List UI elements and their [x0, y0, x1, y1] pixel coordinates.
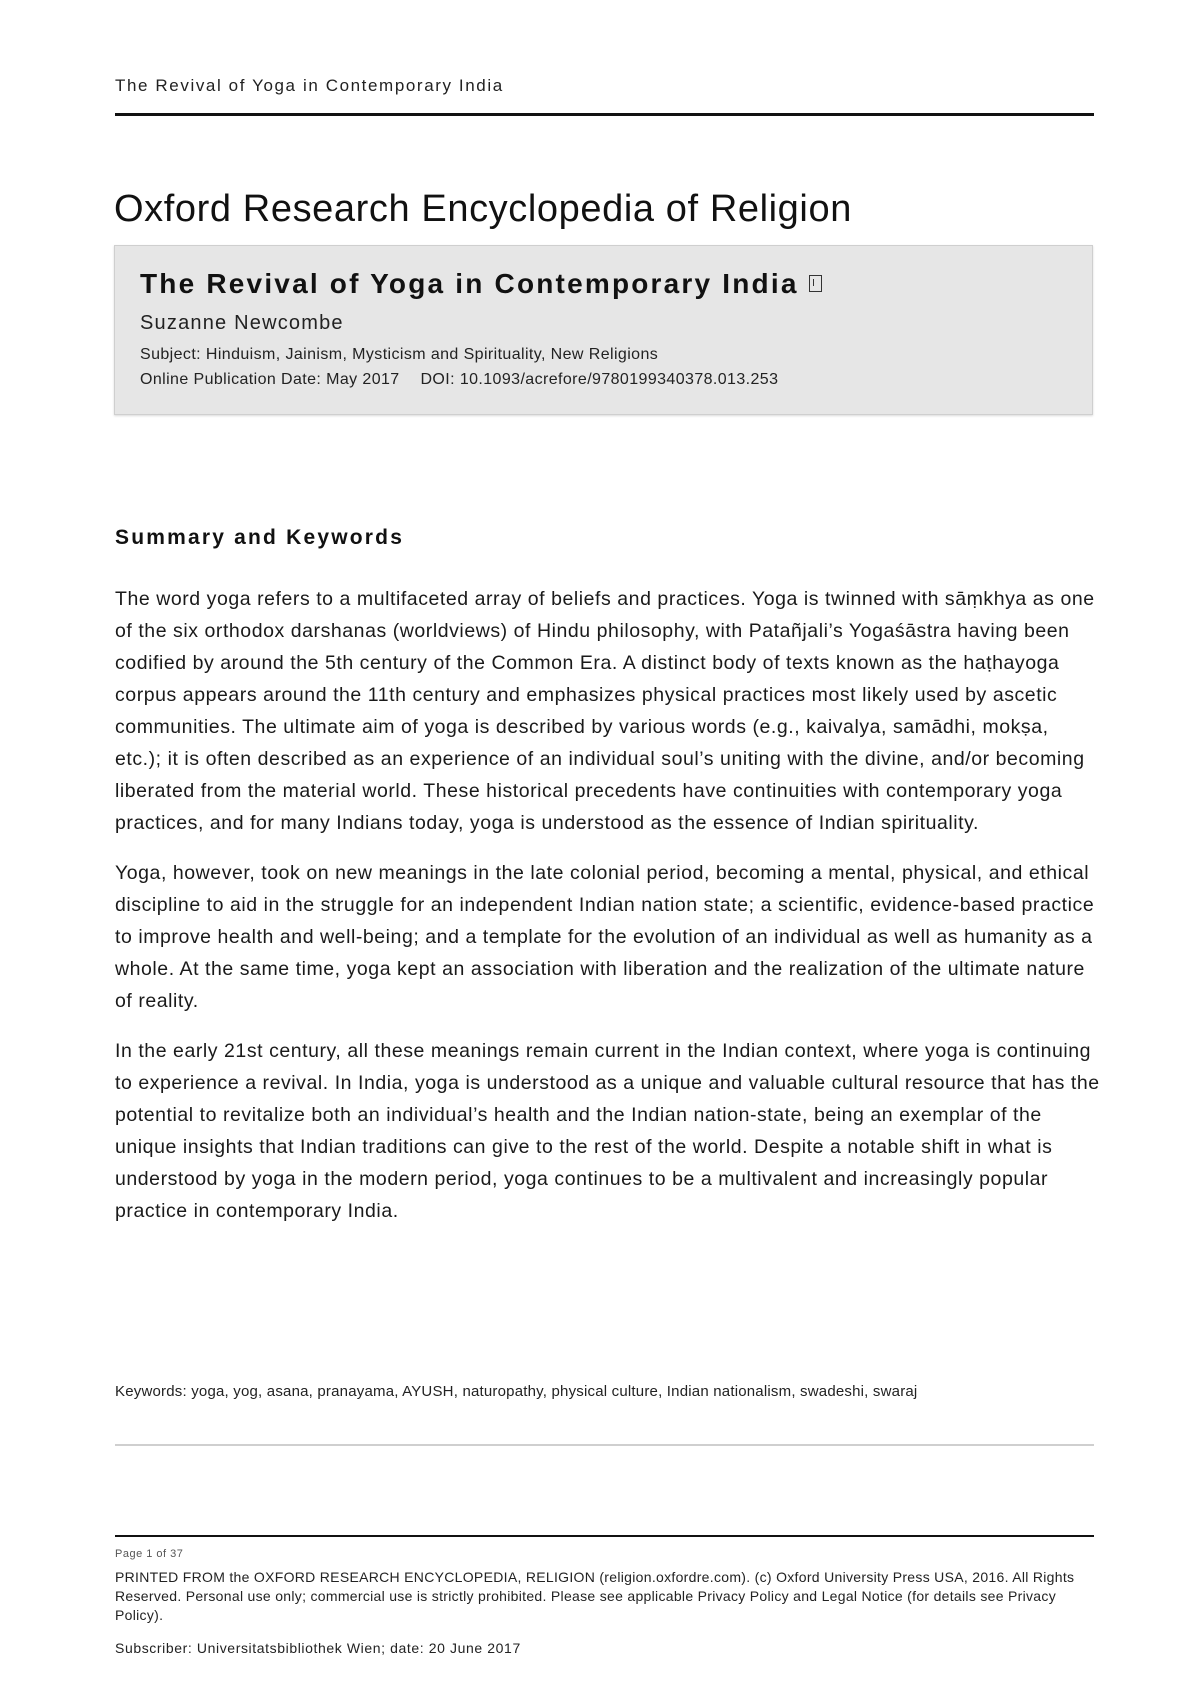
external-link-icon[interactable]	[809, 275, 822, 292]
header-rule	[115, 113, 1094, 116]
summary-paragraph: In the early 21st century, all these meanings remain current in the Indian context, where yoga is continuing to experience a revival. In India, yoga is understood as a unique and valuable cultural resource that has the potential to revitalize both an individual’s health and the Indian nation-state, being an exemplar of the unique insights that Indian traditions can give to the rest of the world. Despite a notable shift in what is understood by yoga in the modern period, yoga continues to be a multivalent and increasingly popular practice in contemporary India.	[115, 1040, 1100, 1222]
copyright-notice: PRINTED FROM the OXFORD RESEARCH ENCYCLOPEDIA, RELIGION (religion.oxfordre.com). (c) Oxford University Press USA, 2016. All Rights Reserved. Personal use only; commercial use is strictly prohibited. Please see applicable Privacy Policy and Legal Notice (for details see Privacy Policy).	[115, 1569, 1075, 1623]
date-label: Online Publication Date:	[140, 371, 322, 388]
subject-line	[140, 346, 658, 364]
date-value: May 2017	[326, 371, 400, 388]
running-head: The Revival of Yoga in Contemporary India	[115, 76, 504, 95]
subscriber-info: Subscriber: Universitatsbibliothek Wien; date: 20 June 2017	[115, 1640, 521, 1656]
keywords	[115, 1380, 1100, 1404]
summary-heading: Summary and Keywords	[115, 526, 405, 549]
keywords-label: Keywords:	[115, 1383, 187, 1400]
article-title[interactable]	[140, 268, 822, 300]
keywords-rule	[115, 1444, 1094, 1446]
subject-label: Subject:	[140, 346, 202, 363]
article-header-box	[114, 245, 1093, 415]
summary-body	[115, 583, 1100, 1245]
footer-rule	[115, 1535, 1094, 1537]
summary-paragraph: The word yoga refers to a multifaceted array of beliefs and practices. Yoga is twinned with sāṃkhya as one of the six orthodox darshanas (worldviews) of Hindu philosophy, with Patañjali’s Yogaśāstra having been codified by around the 5th century of the Common Era. A distinct body of texts known as the haṭhayoga corpus appears around the 11th century and emphasizes physical practices most likely used by ascetic communities. The ultimate aim of yoga is described by various words (e.g., kaivalya, samādhi, mokṣa, etc.); it is often described as an experience of an individual soul’s uniting with the divine, and/or becoming liberated from the material world. These historical precedents have continuities with contemporary yoga practices, and for many Indians today, yoga is understood as the essence of Indian spirituality.	[115, 588, 1095, 834]
subject-value: Hinduism, Jainism, Mysticism and Spirituality, New Religions	[205, 346, 659, 363]
author-name: Suzanne Newcombe	[140, 312, 344, 334]
doi-value[interactable]: 10.1093/acrefore/9780199340378.013.253	[459, 371, 779, 388]
summary-paragraph: Yoga, however, took on new meanings in the late colonial period, becoming a mental, physical, and ethical discipline to aid in the struggle for an independent Indian nation state; a scientific, evidence-based practice to improve health and well-being; and a template for the evolution of an individual as well as humanity as a whole. At the same time, yoga kept an association with liberation and the realization of the ultimate nature of reality.	[115, 862, 1095, 1012]
keywords-value: yoga, yog, asana, pranayama, AYUSH, naturopathy, physical culture, Indian nationalism, swadeshi, swaraj	[191, 1383, 918, 1400]
page-number: Page 1 of 37	[115, 1548, 184, 1560]
publication-title: Oxford Research Encyclopedia of Religion	[114, 188, 852, 230]
doi-label: DOI:	[420, 371, 455, 388]
article-title-text[interactable]: The Revival of Yoga in Contemporary India	[140, 268, 799, 299]
publication-info-line	[140, 371, 778, 389]
